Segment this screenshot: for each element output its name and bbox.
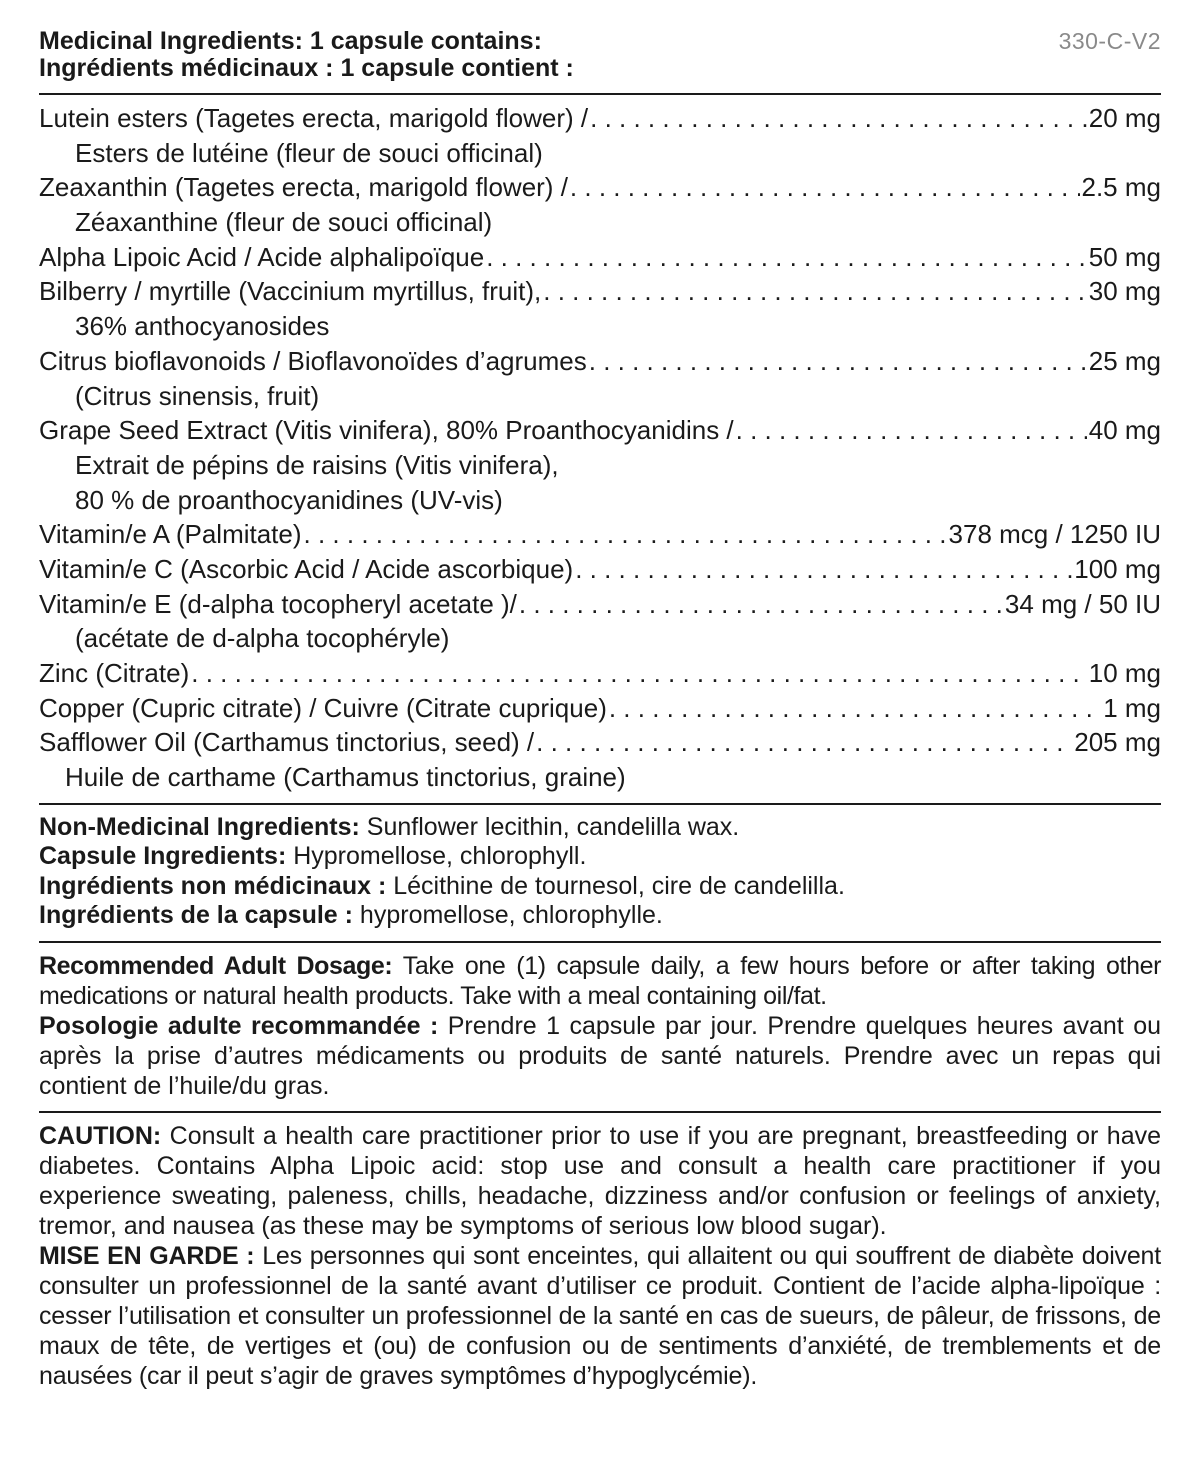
ingredient-name: Vitamin/e A (Palmitate): [39, 519, 302, 550]
dot-leader: [736, 413, 1087, 448]
ingredient-amount: 20 mg: [1088, 103, 1161, 133]
ingredient-amount: 40 mg: [1088, 415, 1161, 446]
ingredient-row: [39, 170, 1161, 205]
medicinal-heading-fr: Ingrédients médicinaux : 1 capsule contient :: [39, 54, 574, 82]
ingredient-amount: 10 mg: [1088, 658, 1161, 688]
ingredient-name: Safflower Oil (Carthamus tinctorius, seed) /: [39, 727, 535, 758]
ingredient-row: [39, 517, 1161, 552]
ingredient-name: Zinc (Citrate): [39, 658, 190, 688]
ingredient-translation: Esters de lutéine (fleur de souci officinal): [75, 137, 543, 168]
capsule-ingredients-label: Capsule Ingredients:: [39, 842, 287, 871]
dot-leader: [590, 101, 1087, 136]
caution-section: [39, 1113, 1161, 1401]
dot-leader: [575, 552, 1072, 587]
ingredient-row: [39, 240, 1161, 275]
ingredient-name: Vitamin/e E (d-alpha tocopheryl acetate )/: [39, 588, 517, 619]
ingredient-amount: 25 mg: [1088, 345, 1161, 376]
medicinal-heading-en: Medicinal Ingredients: 1 capsule contains:: [39, 27, 542, 55]
dot-leader: [609, 691, 1101, 726]
non-medicinal-section: [39, 805, 1161, 941]
ingredient-row: [39, 691, 1161, 726]
dosage-label: Recommended Adult Dosage:: [39, 951, 393, 980]
ingredient-amount: 1 mg: [1103, 692, 1161, 723]
capsule-ingredients-text: Hypromellose, chlorophyll.: [286, 842, 587, 871]
ingredient-amount: 30 mg: [1088, 276, 1161, 307]
ingredient-row: [39, 656, 1161, 691]
dosage-fr: [39, 1011, 1161, 1101]
ingredient-row: [39, 274, 1161, 309]
ingredient-name: Alpha Lipoic Acid / Acide alphalipoïque: [39, 241, 485, 272]
caution-fr: [39, 1241, 1161, 1391]
ingredient-row: [39, 552, 1161, 587]
dot-leader: [536, 725, 1072, 760]
ingredient-name: Citrus bioflavonoids / Bioflavonoïdes d’agrumes: [39, 345, 587, 376]
capsule-ingredients-text-fr: hypromellose, chlorophylle.: [352, 901, 663, 930]
ingredient-translation: (Citrus sinensis, fruit): [75, 380, 320, 411]
ingredient-amount: 100 mg: [1074, 553, 1161, 584]
dot-leader: [486, 240, 1087, 275]
dot-leader: [191, 656, 1086, 691]
non-medicinal-text-fr: Lécithine de tournesol, cire de candelilla.: [386, 871, 845, 900]
dot-leader: [570, 170, 1080, 205]
ingredient-translation: 36% anthocyanosides: [75, 311, 330, 342]
medicinal-heading: [39, 28, 1161, 82]
dosage-label-fr: Posologie adulte recommandée :: [39, 1011, 439, 1040]
label-panel: [39, 28, 1161, 1401]
dosage-text: Take one (1) capsule daily, a few hours before or after taking other medications or natural health products. Take with a meal containing oil/fat.: [39, 951, 1162, 1010]
ingredient-translation: Zéaxanthine (fleur de souci officinal): [75, 207, 493, 238]
dot-leader: [304, 517, 947, 552]
ingredient-amount: 2.5 mg: [1081, 172, 1161, 203]
ingredient-row: [39, 587, 1161, 622]
ingredient-translation: Huile de carthame (Carthamus tinctorius, graine): [65, 762, 626, 793]
caution-label: CAUTION:: [39, 1121, 162, 1150]
dosage-en: [39, 951, 1161, 1011]
non-medicinal-label-fr: Ingrédients non médicinaux :: [39, 871, 387, 900]
ingredient-amount: 205 mg: [1074, 727, 1161, 758]
ingredient-name: Vitamin/e C (Ascorbic Acid / Acide ascorbique): [39, 553, 574, 584]
non-medicinal-label: Non-Medicinal Ingredients:: [39, 812, 360, 841]
ingredient-translation: 80 % de proanthocyanidines (UV-vis): [75, 484, 503, 515]
dot-leader: [543, 274, 1086, 309]
dosage-section: [39, 943, 1161, 1111]
non-medicinal-text: Sunflower lecithin, candelilla wax.: [359, 812, 740, 841]
caution-text: Consult a health care practitioner prior to use if you are pregnant, breastfeeding or have diabetes. Contains Alpha Lipoic acid: stop use and consult a health care practitioner if you experience sweating, paleness, chills, headache, dizziness and/or confusion or feelings of anxiety, tremor, and nausea (as these may be symptoms of serious low blood sugar).: [39, 1121, 1161, 1240]
capsule-ingredients-en: [39, 842, 1161, 872]
ingredient-row: [39, 413, 1161, 448]
ingredient-name: Zeaxanthin (Tagetes erecta, marigold flower) /: [39, 172, 568, 203]
ingredient-amount: 50 mg: [1088, 241, 1161, 272]
ingredient-row: [39, 101, 1161, 136]
ingredient-name: Grape Seed Extract (Vitis vinifera), 80% Proanthocyanidins /: [39, 415, 734, 446]
ingredient-name: Copper (Cupric citrate) / Cuivre (Citrate cuprique): [39, 692, 607, 723]
product-code: 330-C-V2: [1058, 28, 1161, 54]
ingredient-row: [39, 344, 1161, 379]
capsule-ingredients-fr: [39, 901, 1161, 931]
non-medicinal-en: [39, 813, 1161, 843]
ingredient-row: [39, 725, 1161, 760]
non-medicinal-fr: [39, 872, 1161, 902]
caution-en: [39, 1121, 1161, 1241]
dot-leader: [589, 344, 1087, 379]
ingredient-amount: 34 mg / 50 IU: [1004, 588, 1161, 619]
dot-leader: [519, 587, 1003, 622]
caution-label-fr: MISE EN GARDE :: [39, 1241, 255, 1270]
ingredient-translation: (acétate de d-alpha tocophéryle): [75, 623, 450, 654]
dosage-text-fr: Prendre 1 capsule par jour. Prendre quelques heures avant ou après la prise d’autres médicaments ou produits de santé naturels. Prendre avec un repas qui contient de l’huile/du gras.: [39, 1011, 1161, 1100]
ingredient-translation: Extrait de pépins de raisins (Vitis vinifera),: [75, 449, 559, 480]
caution-text-fr: Les personnes qui sont enceintes, qui allaitent ou qui souffrent de diabète doivent consulter un professionnel de la santé avant d’utiliser ce produit. Contient de l’acide alpha-lipoïque : cesser l’utilisation et consulter un professionnel de la santé en cas de sueurs, de pâleur, de frissons, de maux de tête, de vertiges et (ou) de confusion ou de sentiments d’anxiété, de tremblements et de nausées (car il peut s’agir de graves symptômes d’hypoglycémie).: [39, 1241, 1162, 1390]
ingredient-name: Lutein esters (Tagetes erecta, marigold flower) /: [39, 103, 589, 133]
ingredient-name: Bilberry / myrtille (Vaccinium myrtillus, fruit),: [39, 276, 542, 307]
ingredient-list: [39, 95, 1161, 803]
capsule-ingredients-label-fr: Ingrédients de la capsule :: [39, 901, 353, 930]
ingredient-amount: 378 mcg / 1250 IU: [948, 519, 1161, 550]
